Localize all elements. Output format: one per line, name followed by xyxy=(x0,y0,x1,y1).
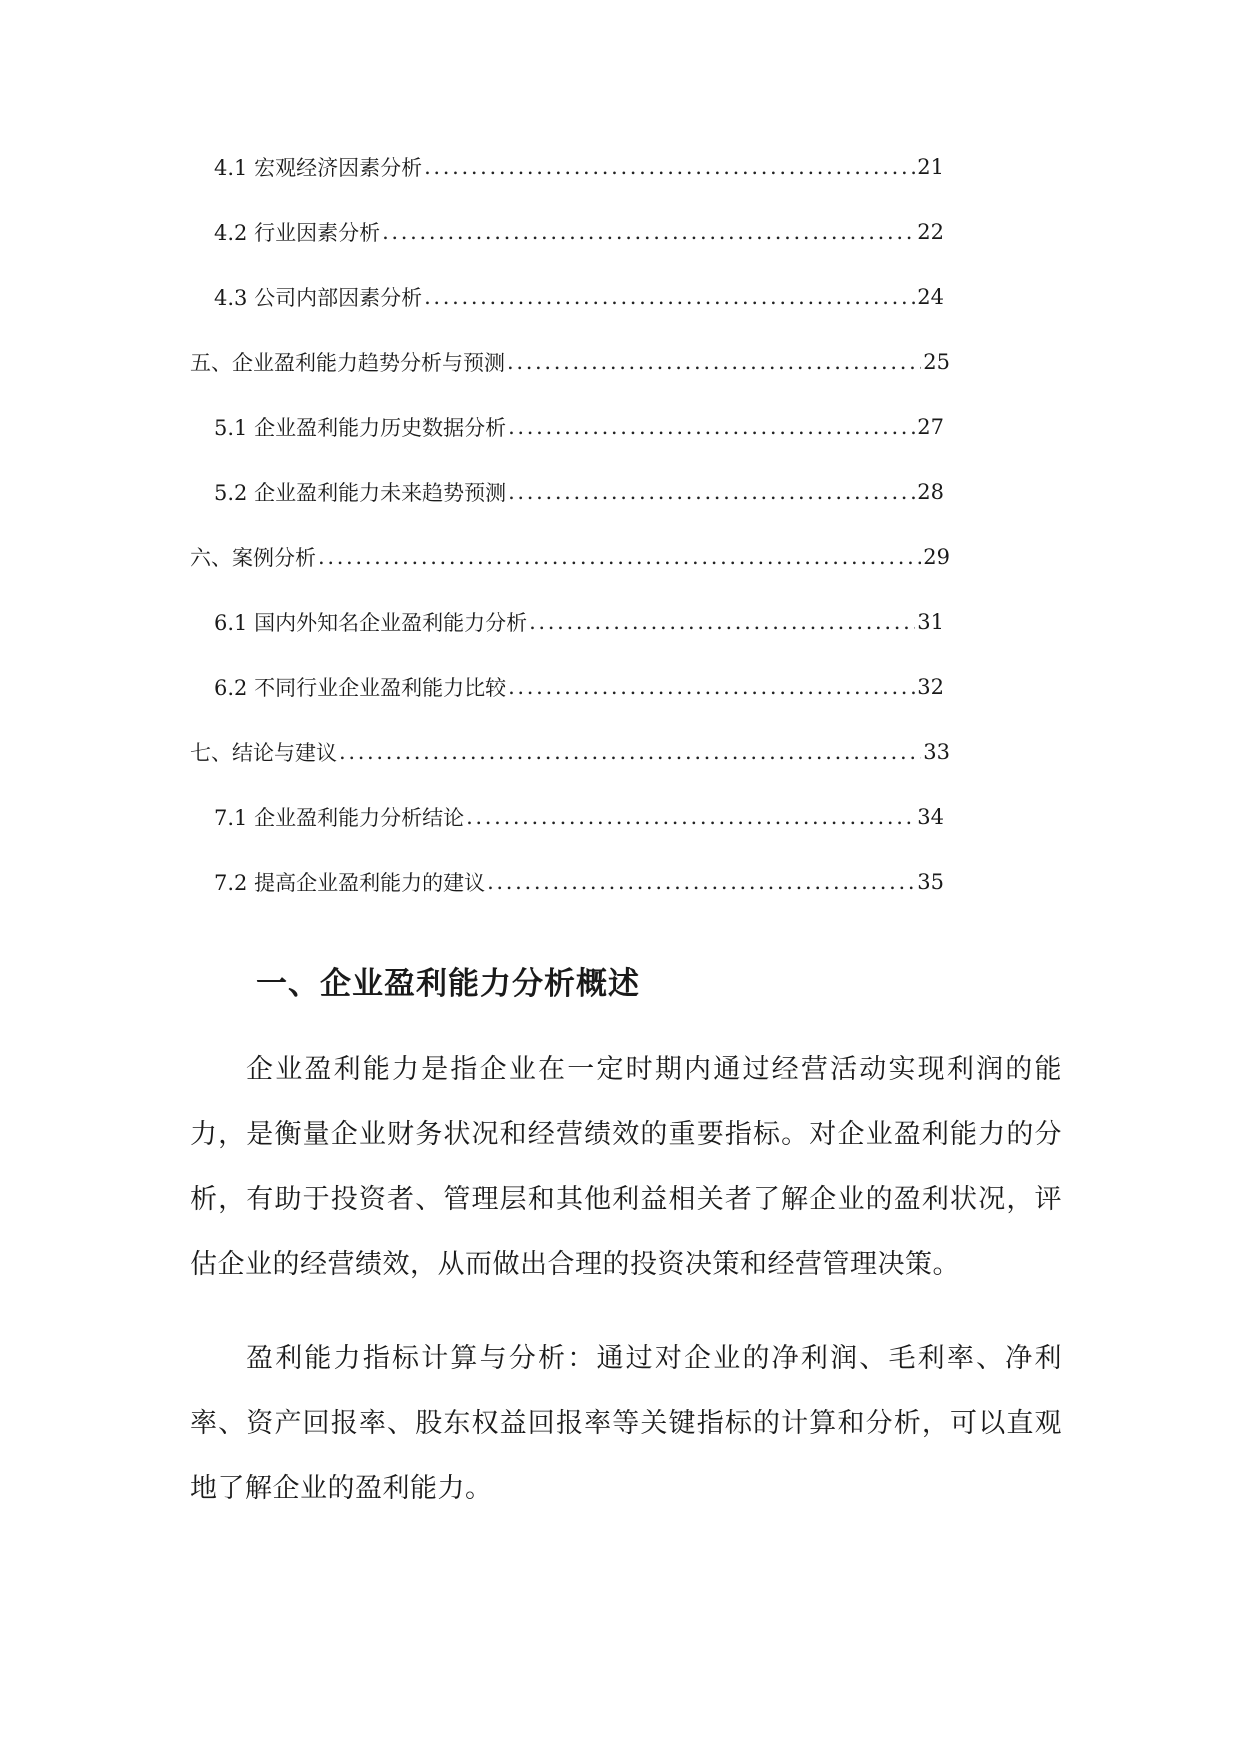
toc-dot-leader xyxy=(487,870,915,894)
toc-entry-label: 六、案例分析 xyxy=(190,546,316,570)
toc-entry-label: 七、结论与建议 xyxy=(190,741,337,765)
toc-entry-6-1[interactable] xyxy=(214,602,944,642)
toc-entry-7-1[interactable] xyxy=(214,797,944,837)
toc-entry-page: 31 xyxy=(917,610,944,634)
toc-dot-leader xyxy=(508,480,915,504)
toc-entry-page: 22 xyxy=(917,220,944,244)
toc-entry-page: 32 xyxy=(917,675,944,699)
section-heading: 一、企业盈利能力分析概述 xyxy=(256,966,640,1002)
toc-entry-page: 34 xyxy=(917,805,944,829)
toc-dot-leader xyxy=(507,350,921,374)
toc-entry-page: 24 xyxy=(917,285,944,309)
toc-dot-leader xyxy=(339,740,921,764)
body-paragraph: 企业盈利能力是指企业在一定时期内通过经营活动实现利润的能力，是衡量企业财务状况和经营绩效的重要指标。对企业盈利能力的分析，有助于投资者、管理层和其他利益相关者了解企业的盈利状况，评估企业的经营绩效，从而做出合理的投资决策和经营管理决策。 xyxy=(190,1054,1062,1280)
toc-entry-label: 4.1 宏观经济因素分析 xyxy=(214,156,423,180)
toc-entry-label: 4.2 行业因素分析 xyxy=(214,221,381,245)
toc-entry-label: 7.1 企业盈利能力分析结论 xyxy=(214,806,465,830)
toc-dot-leader xyxy=(508,675,915,699)
toc-entry-chapter-5[interactable] xyxy=(190,342,950,382)
toc-entry-6-2[interactable] xyxy=(214,667,944,707)
toc-entry-label: 五、企业盈利能力趋势分析与预测 xyxy=(190,351,505,375)
toc-entry-page: 28 xyxy=(917,480,944,504)
toc-dot-leader xyxy=(424,285,915,309)
toc-dot-leader xyxy=(508,415,915,439)
toc-entry-page: 25 xyxy=(923,350,950,374)
toc-dot-leader xyxy=(529,610,915,634)
toc-entry-label: 6.1 国内外知名企业盈利能力分析 xyxy=(214,611,528,635)
toc-dot-leader xyxy=(424,155,915,179)
toc-entry-page: 29 xyxy=(923,545,950,569)
toc-entry-4-3[interactable] xyxy=(214,277,944,317)
toc-dot-leader xyxy=(318,545,921,569)
toc-entry-label: 5.2 企业盈利能力未来趋势预测 xyxy=(214,481,507,505)
toc-entry-page: 27 xyxy=(917,415,944,439)
toc-entry-page: 33 xyxy=(923,740,950,764)
toc-entry-chapter-7[interactable] xyxy=(190,732,950,772)
toc-entry-7-2[interactable] xyxy=(214,862,944,902)
toc-dot-leader xyxy=(466,805,915,829)
toc-entry-page: 21 xyxy=(917,155,944,179)
toc-entry-4-1[interactable] xyxy=(214,147,944,187)
toc-entry-5-2[interactable] xyxy=(214,472,944,512)
toc-entry-label: 7.2 提高企业盈利能力的建议 xyxy=(214,871,486,895)
toc-entry-page: 35 xyxy=(917,870,944,894)
toc-entry-label: 5.1 企业盈利能力历史数据分析 xyxy=(214,416,507,440)
toc-entry-chapter-6[interactable] xyxy=(190,537,950,577)
toc-entry-5-1[interactable] xyxy=(214,407,944,447)
toc-dot-leader xyxy=(382,220,915,244)
toc-entry-label: 4.3 公司内部因素分析 xyxy=(214,286,423,310)
toc-entry-label: 6.2 不同行业企业盈利能力比较 xyxy=(214,676,507,700)
toc-entry-4-2[interactable] xyxy=(214,212,944,252)
body-paragraph: 盈利能力指标计算与分析：通过对企业的净利润、毛利率、净利率、资产回报率、股东权益回报率等关键指标的计算和分析，可以直观地了解企业的盈利能力。 xyxy=(190,1343,1062,1504)
